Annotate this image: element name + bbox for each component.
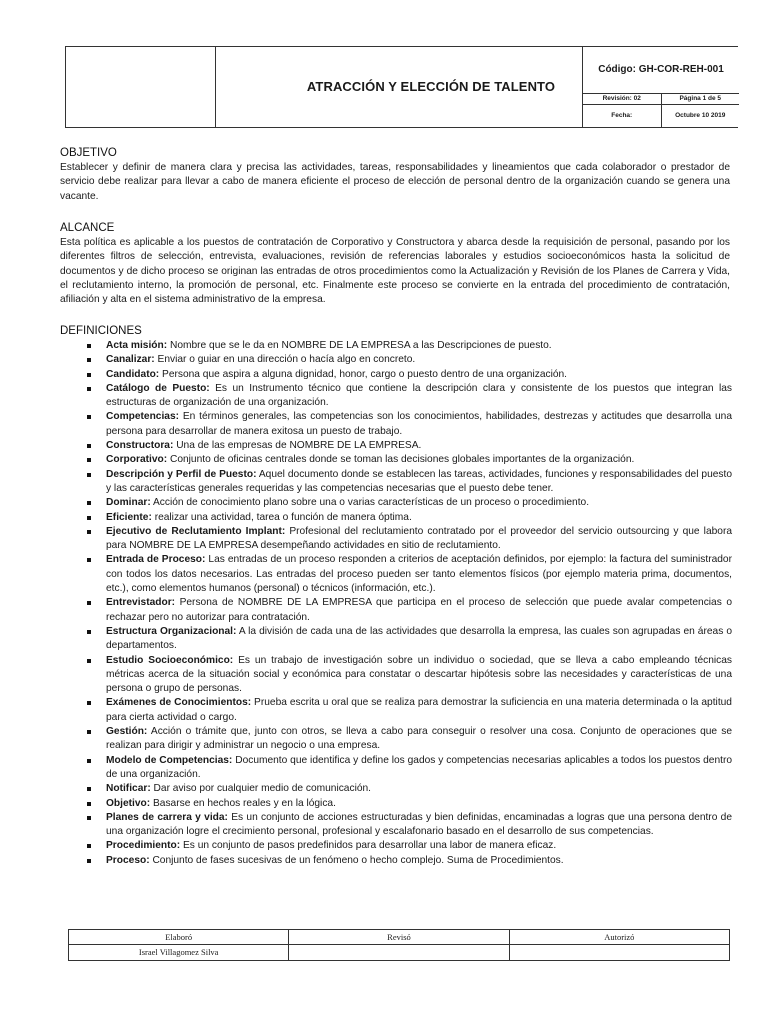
definition-item <box>60 854 732 868</box>
bullet-icon <box>87 530 91 534</box>
definition-term: Ejecutivo de Reclutamiento Implant: <box>106 525 286 537</box>
definition-term: Exámenes de Conocimientos: <box>106 697 252 709</box>
alcance-heading: ALCANCE <box>60 222 115 234</box>
definition-item <box>60 468 732 497</box>
definition-term: Estructura Organizacional: <box>106 625 237 637</box>
bullet-icon <box>87 558 91 562</box>
definition-text: Profesional del reclutamiento contratado por el proveedor del servicio outsourcing y que labora para NOMBRE DE LA EMPRESA desempeñando actividades en sitio de reclutamiento. <box>106 525 733 552</box>
objetivo-text: Establecer y definir de manera clara y precisa las actividades, tareas, responsabilidades y lineamientos que cada colaborador o prestador de servicio debe realizar para llevar a cabo de manera eficiente el proceso de elección de personal dentro de la organización cuando se genera una vacante. <box>60 162 730 202</box>
definition-item <box>60 696 732 725</box>
definition-term: Gestión: <box>106 726 148 738</box>
definitions-list <box>60 339 732 868</box>
definition-term: Planes de carrera y vida: <box>106 811 228 823</box>
definition-term: Eficiente: <box>106 511 152 523</box>
definition-term: Candidato: <box>106 368 160 380</box>
definition-term: Acta misión: <box>106 340 168 351</box>
definition-item <box>60 654 732 697</box>
document-code: Código: GH-COR-REH-001 <box>582 47 739 93</box>
definition-text: realizar una actividad, tarea o función de manera óptima. <box>151 511 412 523</box>
definiciones-heading: DEFINICIONES <box>60 325 142 337</box>
definition-term: Competencias: <box>106 411 180 423</box>
definition-text: Conjunto de oficinas centrales donde se toman las decisiones globales importantes de la organización. <box>167 454 635 466</box>
bullet-icon <box>87 473 91 477</box>
definition-term: Descripción y Perfil de Puesto: <box>106 468 257 480</box>
logo-cell <box>66 47 216 127</box>
bullet-icon <box>87 630 91 634</box>
elaboro-header: Elaboró <box>69 930 289 945</box>
date-row <box>583 104 739 127</box>
definition-item <box>60 754 732 783</box>
definition-text: Enviar o guiar en una dirección o hacía algo en concreto. <box>154 354 416 366</box>
definition-item <box>60 725 732 754</box>
definition-term: Notificar: <box>106 783 151 795</box>
bullet-icon <box>87 730 91 734</box>
bullet-icon <box>87 787 91 791</box>
definition-text: Acción de conocimiento plano sobre una o varias características de un proceso o procedimiento. <box>150 497 590 509</box>
definition-term: Estudio Socioeconómico: <box>106 654 234 666</box>
definition-text: Acción o trámite que, junto con otros, se lleva a cabo para conseguir o resolver una cosa. Conjunto de operaciones que se realizan para dirigir y administrar un negocio o una empresa. <box>106 726 732 752</box>
definition-text: Nombre que se le da en NOMBRE DE LA EMPRESA a las Descripciones de puesto. <box>167 340 552 351</box>
definition-text: Prueba escrita u oral que se realiza para demostrar la suficiencia en una materia determinada o la aptitud para cierta actividad o cargo. <box>106 697 732 723</box>
definition-text: Basarse en hechos reales y en la lógica. <box>150 797 336 809</box>
definition-item <box>60 382 732 411</box>
elaboro-name: Israel Villagomez Silva <box>69 945 289 960</box>
revision-label: Revisión: 02 <box>602 94 641 102</box>
definition-term: Catálogo de Puesto: <box>106 382 210 394</box>
definition-text: Persona que aspira a alguna dignidad, honor, cargo o puesto dentro de una organización. <box>159 368 568 380</box>
bullet-icon <box>87 816 91 820</box>
definition-item <box>60 525 732 554</box>
definition-item <box>60 596 732 625</box>
bullet-icon <box>87 701 91 705</box>
bullet-icon <box>87 444 91 448</box>
autorizo-name <box>509 945 729 960</box>
document-header-table <box>65 46 738 128</box>
definition-text: Una de las empresas de NOMBRE DE LA EMPRESA. <box>173 440 422 452</box>
definition-item <box>60 511 732 525</box>
definition-item <box>60 368 732 382</box>
definition-text: Es un conjunto de acciones estructuradas y bien definidas, encaminadas a logras que una persona dentro de una organización logre el crecimiento personal, profesional y escalafonario basado en el desarrollo de sus competencias. <box>106 811 732 838</box>
bullet-icon <box>87 501 91 505</box>
definition-term: Proceso: <box>106 854 150 866</box>
definition-text: Persona de NOMBRE DE LA EMPRESA que participa en el proceso de selección que puede avalar competencias o rechazar pero no autorizar para contratación. <box>106 597 732 623</box>
definition-item <box>60 410 732 439</box>
definition-text: Dar aviso por cualquier medio de comunicación. <box>150 783 371 795</box>
reviso-header: Revisó <box>289 930 509 945</box>
definition-item <box>60 496 732 510</box>
document-title: ATRACCIÓN Y ELECCIÓN DE TALENTO <box>216 47 647 127</box>
autorizo-header: Autorizó <box>509 930 729 945</box>
definition-term: Objetivo: <box>106 797 151 809</box>
signature-name-row <box>69 945 730 960</box>
definition-text: Conjunto de fases sucesivas de un fenómeno o hecho complejo. Suma de Procedimientos. <box>149 854 564 866</box>
definition-term: Modelo de Competencias: <box>106 754 233 766</box>
definition-term: Corporativo: <box>106 454 168 466</box>
definition-text: Es un Instrumento técnico que contiene la descripción clara y consistente de los puestos que integran las estructuras de organización de una organización. <box>106 382 732 409</box>
revision-row <box>583 93 739 104</box>
bullet-icon <box>87 659 91 663</box>
definition-term: Entrada de Proceso: <box>106 554 206 566</box>
date-label: Fecha: <box>611 111 633 119</box>
definition-term: Procedimiento: <box>106 840 181 852</box>
definition-text: A la división de cada una de las actividades que desarrolla la empresa, las cuales son agrupadas en áreas o departamentos. <box>106 625 732 652</box>
definition-item <box>60 553 732 596</box>
bullet-icon <box>87 373 91 377</box>
bullet-icon <box>87 344 91 348</box>
definition-item <box>60 782 732 796</box>
definition-term: Constructora: <box>106 440 174 452</box>
bullet-icon <box>87 859 91 863</box>
bullet-icon <box>87 759 91 763</box>
definition-item <box>60 797 732 811</box>
definition-term: Canalizar: <box>106 354 155 366</box>
definition-text: En términos generales, las competencias son los conocimientos, habilidades, destrezas y actitudes que desarrolla una persona para desarrollar de manera exitosa un puesto de trabajo. <box>106 411 732 437</box>
bullet-icon <box>87 458 91 462</box>
bullet-icon <box>87 415 91 419</box>
definition-text: Las entradas de un proceso responden a criterios de aceptación definidos, por ejemplo: la factura del suministrador con todos los datos necesarios. Las entradas del proceso pueden ser tanto elementos físicos (por ejemplo materia prima, documentos, etc.), como elementos humanos (personal) o técnicos (información, etc.). <box>106 554 732 595</box>
definition-item <box>60 353 732 367</box>
bullet-icon <box>87 844 91 848</box>
signature-header-row <box>69 930 730 945</box>
bullet-icon <box>87 358 91 362</box>
signature-table <box>68 929 730 961</box>
definition-item <box>60 811 732 840</box>
definition-term: Dominar: <box>106 497 151 509</box>
definition-text: Documento que identifica y define los gados y competencias necesarias aplicables a todos los puestos dentro de una organización. <box>106 754 732 780</box>
definition-text: Es un conjunto de pasos predefinidos para desarrollar una labor de manera eficaz. <box>180 840 557 852</box>
date-value: Octubre 10 2019 <box>661 105 740 127</box>
definition-item <box>60 839 732 853</box>
definition-item <box>60 439 732 453</box>
definition-item <box>60 453 732 467</box>
bullet-icon <box>87 601 91 605</box>
definition-term: Entrevistador: <box>106 597 176 609</box>
page-label: Página 1 de 5 <box>661 94 740 104</box>
definition-text: Aquel documento donde se establecen las tareas, actividades, funciones y responsabilidades del puesto y las características generales requeridas y las competencias necesarias que el puesto debe tener. <box>106 468 732 494</box>
reviso-name <box>289 945 509 960</box>
definition-item <box>60 625 732 654</box>
objetivo-heading: OBJETIVO <box>60 147 117 159</box>
bullet-icon <box>87 387 91 391</box>
revision-table <box>582 93 739 127</box>
alcance-text: Esta política es aplicable a los puestos de contratación de Corporativo y Constructora y abarca desde la requisición de personal, pasando por los diferentes filtros de selección, entrevista, evaluaciones, revisión de referencias laborales y estudios socioeconómicos hasta la solicitud de documentos y de dicho proceso se originan las entradas de otros procedimientos como la Actualización y Revisión de los Planes de Carrera y Vida, el reclutamiento interno, la promoción de personal, etc. Finalmente este proceso se convierte en la entrada del procedimiento de contratación, afiliación y alta en el sistema administrativo de la empresa. <box>60 237 730 306</box>
bullet-icon <box>87 516 91 520</box>
bullet-icon <box>87 802 91 806</box>
definition-text: Es un trabajo de investigación sobre un individuo o sociedad, que se lleva a cabo empleando técnicas métricas acerca de la situación social y económica para constatar o descartar hipótesis sobre las necesidades y características de una persona o grupo de personas. <box>106 654 732 695</box>
definition-item <box>60 339 732 353</box>
